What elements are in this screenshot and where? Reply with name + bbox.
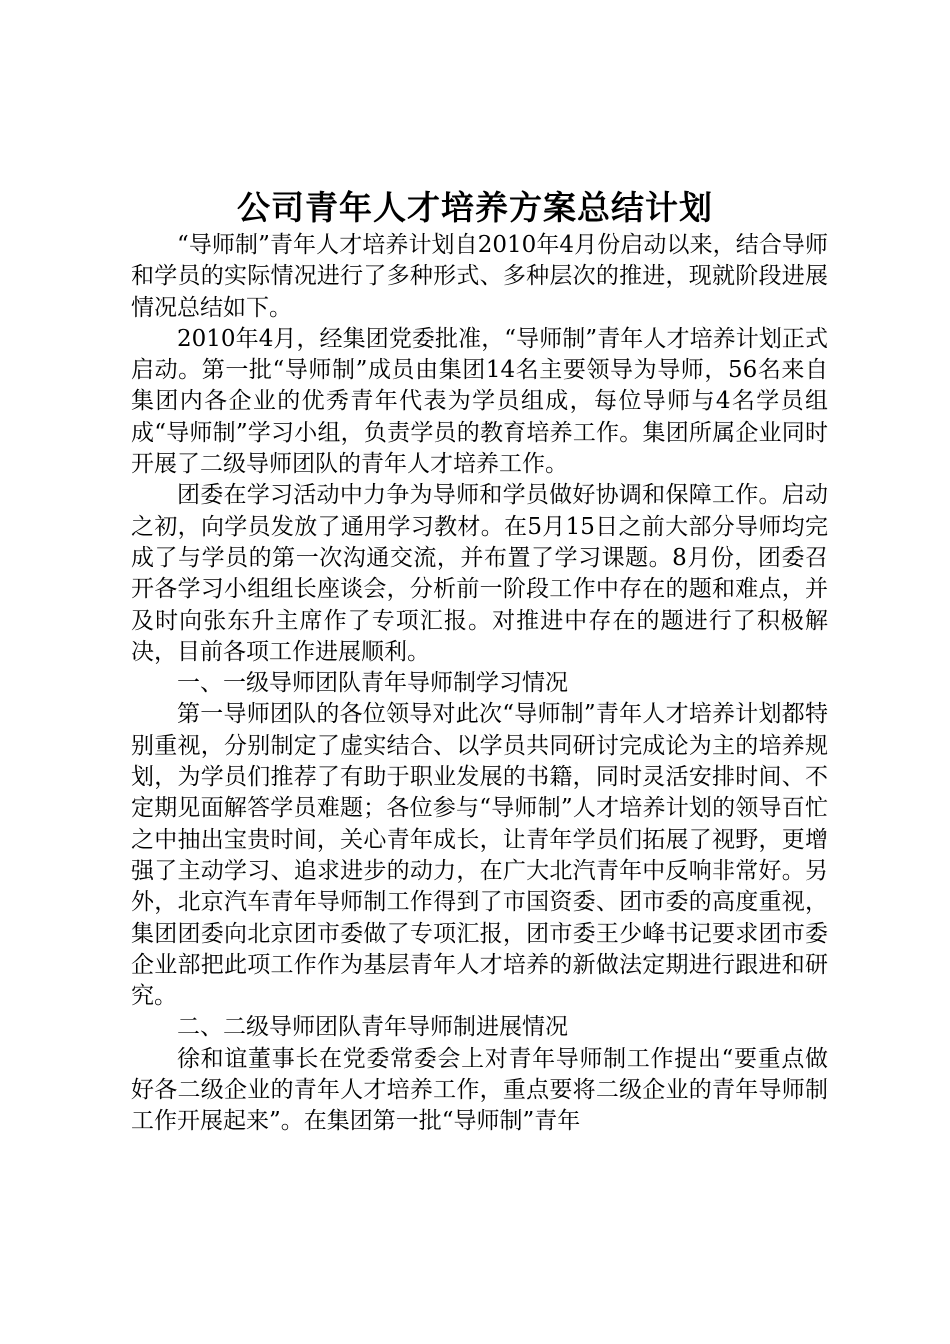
paragraph-launch: 2010年4月，经集团党委批准，“导师制”青年人才培养计划正式启动。第一批“导师制”成员由集团14名主要领导为导师，56名来自集团内各企业的优秀青年代表为学员组成，每位导师与4名学员组成“导师制”学习小组，负责学员的教育培养工作。集团所属企业同时开展了二级导师团队的青年人才培养工作。 <box>131 325 828 478</box>
paragraph-coordination: 团委在学习活动中力争为导师和学员做好协调和保障工作。启动之初，向学员发放了通用学习教材。在5月15日之前大部分导师均完成了与学员的第一次沟通交流，并布置了学习课题。8月份，团委召开各学习小组组长座谈会，分析前一阶段工作中存在的题和难点，并及时向张东升主席作了专项汇报。对推进中存在的题进行了积极解决，目前各项工作进展顺利。 <box>131 482 828 665</box>
section-heading-1: 一、一级导师团队青年导师制学习情况 <box>177 670 568 697</box>
document-body <box>131 230 828 1138</box>
document-title: 公司青年人才培养方案总结计划 <box>237 188 713 227</box>
paragraph-intro: “导师制”青年人才培养计划自2010年4月份启动以来，结合导师和学员的实际情况进行了多种形式、多种层次的推进，现就阶段进展情况总结如下。 <box>131 232 828 321</box>
section-heading-2: 二、二级导师团队青年导师制进展情况 <box>177 1014 568 1041</box>
paragraph-second-level: 徐和谊董事长在党委常委会上对青年导师制工作提出“要重点做好各二级企业的青年人才培养工作，重点要将二级企业的青年导师制工作开展起来”。在集团第一批“导师制”青年 <box>131 1045 828 1135</box>
paragraph-first-level: 第一导师团队的各位领导对此次“导师制”青年人才培养计划都特别重视，分别制定了虚实结合、以学员共同研讨完成论为主的培养规划，为学员们推荐了有助于职业发展的书籍，同时灵活安排时间、不定期见面解答学员难题；各位参与“导师制”人才培养计划的领导百忙之中抽出宝贵时间，关心青年成长，让青年学员们拓展了视野，更增强了主动学习、追求进步的动力，在广大北汽青年中反响非常好。另外，北京汽车青年导师制工作得到了市国资委、团市委的高度重视，集团团委向北京团市委做了专项汇报，团市委王少峰书记要求团市委企业部把此项工作作为基层青年人才培养的新做法定期进行跟进和研究。 <box>131 701 828 1010</box>
